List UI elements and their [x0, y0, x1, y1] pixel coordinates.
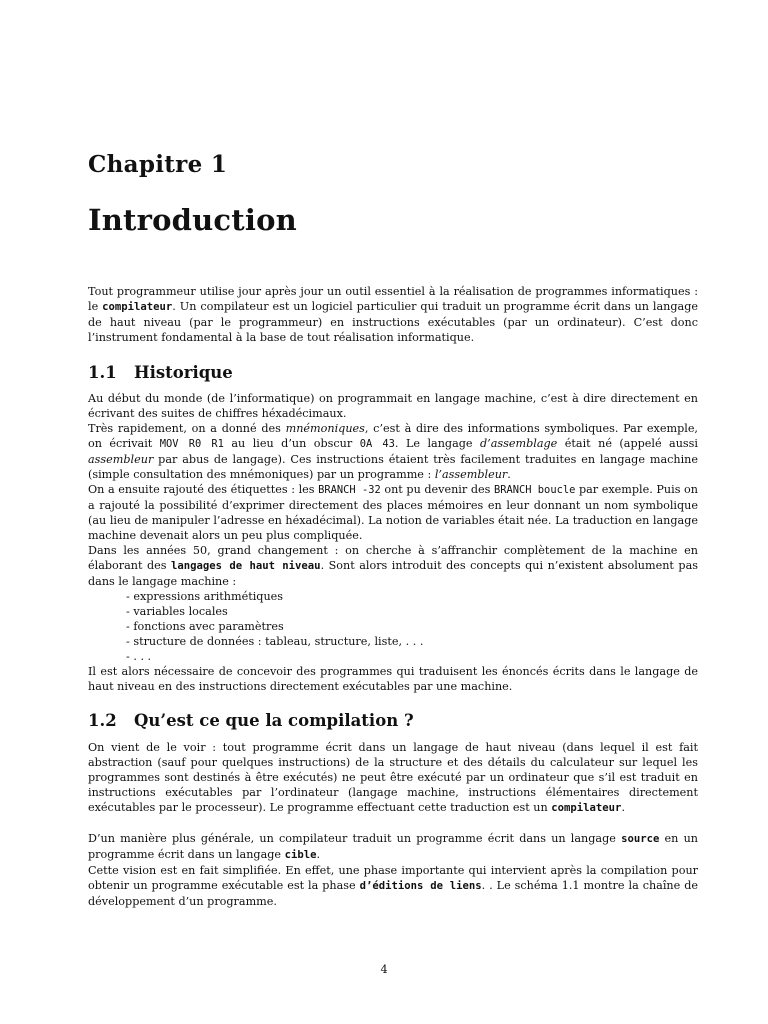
historique-paragraph-2 — [88, 421, 698, 482]
text-span: au lieu d’un obscur — [223, 437, 360, 450]
bold-editions-de-liens: d’éditions de liens — [359, 880, 482, 892]
text-span: , c’est à dire des informations symboliques. Par exemple, on écrivait — [88, 422, 698, 450]
text-span: ont pu devenir des — [380, 483, 494, 496]
section-heading-compilation — [88, 709, 698, 733]
code-branch-boucle: BRANCH boucle — [493, 484, 576, 496]
section-number: 1.1 — [88, 363, 117, 382]
text-span: On a ensuite rajouté des étiquettes : les — [88, 483, 319, 496]
emphasis-mnemoniques: mnémoniques — [285, 422, 365, 435]
historique-paragraph-3 — [88, 482, 698, 543]
text-span: Dans les années 50, grand changement : on cherche à s’affranchir complètement de la machine en élaborant des — [88, 544, 698, 572]
section-title: Qu’est ce que la compilation ? — [134, 711, 414, 730]
list-item: - . . . — [126, 650, 152, 663]
text-span: par exemple. Puis on a rajouté la possibilité d’exprimer directement des places mémoires en leur donnant un nom symbolique (au lieu de manipuler l’adresse en héxadécimal). La notion de variables était née. La traduction en langage machine devenait alors un peu plus compliquée. — [88, 483, 699, 542]
section-title: Historique — [134, 363, 233, 382]
text-span: était né (appelé aussi — [557, 437, 698, 450]
list-item: - expressions arithmétiques — [126, 590, 284, 603]
code-mov: MOV R0 R1 — [159, 438, 224, 450]
intro-bold-compilateur: compilateur — [102, 301, 173, 313]
code-branch-32: BRANCH -32 — [318, 484, 381, 496]
text-span: Cette vision est en fait simplifiée. En effet, une phase importante qui intervient après la compilation pour obtenir un programme exécutable est la phase — [88, 864, 698, 892]
list-item: - variables locales — [126, 605, 228, 618]
compilation-paragraph-1 — [88, 740, 698, 816]
text-span: par abus de langage). Ces instructions étaient très facilement traduites en langage machine (simple consultation des mnémoniques) par un programme : — [88, 453, 698, 481]
section-heading-historique — [88, 361, 698, 385]
list-item: - structure de données : tableau, structure, liste, . . . — [126, 635, 424, 648]
bold-cible: cible — [284, 849, 317, 861]
text-span: . — [621, 801, 625, 814]
page-number: 4 — [380, 963, 388, 976]
emphasis-assemblage: d’assemblage — [480, 437, 558, 450]
chapter-label: Chapitre 1 — [88, 151, 228, 178]
list-item: - fonctions avec paramètres — [126, 620, 284, 633]
text-span: . — [316, 848, 321, 861]
text-span: . — [507, 468, 511, 481]
historique-paragraph-1: Au début du monde (de l’informatique) on programmait en langage machine, c’est à dire directement en écrivant des suites de chiffres héxadécimaux. — [88, 392, 698, 420]
compilation-paragraph-3 — [88, 863, 698, 909]
document-page — [88, 148, 698, 909]
section-number: 1.2 — [88, 711, 117, 730]
text-span: On vient de le voir : tout programme écrit dans un langage de haut niveau (dans lequel il est fait abstraction (sauf pour quelques instructions) de la structure et des détails du calculateur sur lequel les programmes sont destinés à être exécutés) ne peut être exécuté par un ordinateur que s’il est traduit en instructions exécutables par l’ordinateur (langage machine, instructions élémentaires directement exécutables par le processeur). Le programme effectuant cette traduction est un — [88, 741, 698, 814]
intro-text-2: . Un compilateur est un logiciel particulier qui traduit un programme écrit dans un langage de haut niveau (par le programmeur) en instructions exécutables (par un ordinateur). C’est donc l’instrument fondamental à la base de tout réalisation informatique. — [88, 300, 698, 344]
historique-paragraph-4 — [88, 543, 698, 589]
historique-paragraph-5: Il est alors nécessaire de concevoir des programmes qui traduisent les énoncés écrits dans le langage de haut niveau en des instructions directement exécutables par une machine. — [88, 665, 698, 693]
text-span: Très rapidement, on a donné des — [88, 422, 286, 435]
code-hex: 0A 43 — [359, 438, 395, 450]
text-span: en un programme écrit dans un langage — [88, 832, 698, 861]
emphasis-assembleur: assembleur — [88, 453, 154, 466]
intro-paragraph — [88, 284, 698, 345]
bold-source: source — [621, 833, 660, 845]
emphasis-l-assembleur: l’assembleur — [434, 468, 508, 481]
concepts-list — [88, 589, 698, 664]
compilation-paragraph-2 — [88, 831, 698, 863]
bold-langages-haut-niveau: langages de haut niveau — [171, 560, 321, 572]
bold-compilateur: compilateur — [551, 802, 622, 814]
intro-text-1: Tout programmeur utilise jour après jour un outil essentiel à la réalisation de programmes informatiques : le — [88, 285, 698, 313]
text-span: . . Le schéma 1.1 montre la chaîne de développement d’un programme. — [88, 879, 698, 908]
text-span: D’un manière plus générale, un compilateur traduit un programme écrit dans un langage — [88, 832, 622, 845]
text-span: . Sont alors introduit des concepts qui n’existent absolument pas dans le langage machine : — [88, 559, 699, 588]
chapter-title: Introduction — [88, 203, 297, 237]
text-span: . Le langage — [394, 437, 481, 450]
